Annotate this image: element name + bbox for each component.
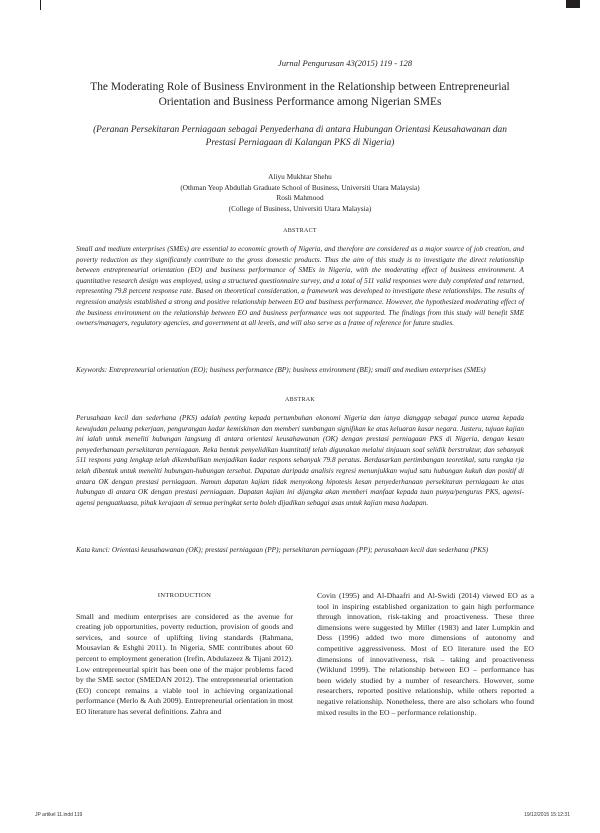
- crop-mark-left: [40, 0, 41, 10]
- footer-timestamp: 19/12/2015 15:12:31: [524, 812, 570, 818]
- intro-right-text: Covin (1995) and Al-Dhaafri and Al-Swidi (2014) viewed EO as a tool in inspiring established organization to gain high performance through innovation, risk-taking and proactiveness. These three dimensions were suggested by Miller (1983) and later Lumpkin and Dess (1996) added two more dimensions of autonomy and competitive aggressiveness. Most of EO literature used the EO dimensions of innovativeness, risk – taking and proactiveness (Wiklund 1999). The relationship between EO – performance has been widely studied by a number of researchers. However, some researchers, reported positive relationship, while others reported a negative relationship. Nonetheless, there are also scholars who found mixed results in the EO – performance relationship.: [317, 591, 534, 717]
- abstract-body: Small and medium enterprises (SMEs) are essential to economic growth of Nigeria, and therefore are considered as a major source of job creation, and poverty reduction as they significantly contribute to the gross domestic products. Thus the aim of this study is to investigate the direct relationship between entrepreneurial orientation (EO) and business performance of SMEs in Nigeria, with the moderating effect of business environment. A quantitative research design was employed, using a structured questionnaire survey, and a total of 511 valid responses were duly completed and returned, representing 79.8 percent response rate. Based on theoretical consideration, a framework was developed to investigate these relationships. The results of regression analysis established a strong and positive relationship between EO and business performance. However, the hypothesized moderating effect of the business environment on the relationship between EO and business performance was not supported. The findings from this study will benefit SME owners/managers, regulatory agencies, and government at all levels, and will also serve as a frame of reference for future studies.: [76, 245, 524, 328]
- author-affiliation: (College of Business, Universiti Utara Malaysia): [228, 203, 372, 213]
- intro-right-column: [317, 591, 534, 718]
- author-name: Aliyu Mukhtar Shehu: [268, 172, 332, 181]
- abstract-heading: ABSTRACT: [283, 228, 317, 234]
- introduction-heading: INTRODUCTION: [157, 592, 212, 599]
- abstrak-heading: ABSTRAK: [284, 397, 316, 403]
- abstract-keywords: Keywords: Entrepreneurial orientation (EO); business performance (BP); business environment (BE); small and medium enterprises (SMEs): [76, 366, 486, 374]
- author-name: Rosli Mahmood: [276, 193, 324, 203]
- paper-title: The Moderating Role of Business Environment in the Relationship between Entrepreneurial Orientation and Business Performance among Nigerian SMEs: [90, 81, 510, 108]
- abstrak-body: Perusahaan kecil dan sederhana (PKS) adalah penting kepada pertumbuhan ekonomi Nigeria dan ianya dianggap sebagai punca utama kepada kewujudan peluang pekerjaan, pengurangan kadar kemiskinan dan memberi sumbangan signifikan ke atas keluaran kasar negara. Justeru, tujuan kajian ini ialah untuk meneliti hubungan langsung di antara orientasi keusahawanan (OK) dengan prestasi perniagaan PKS di Nigeria, dengan kesan penyederhanaan persekitaran perniagaan. Reka bentuk penyelidikan kuantitatif telah digunakan melalui tinjauan soal selidik berstruktur, dan sebanyak 511 respons yang lengkap telah dikembalikan menjadikan kadar respons sebanyak 79.8 peratus. Berdasarkan pertimbangan teoretikal, satu rangka rja telah dibentuk untuk meneliti hubungan-hubungan tersebut. Dapatan daripada analisis regresi menunjukkan wujud satu hubungan kukuh dan positif di antara OK dengan prestasi perniagaan. Namun dapatan kajian tidak menyokong hipotesis kesan penyederhanaan persekitaran perniagaan ke atas hubungan di antara OK dengan prestasi perniagaan. Dapatan kajian ini dijangka akan memberi manfaat kepada tuan punya/pengurus PKS, agensi-agensi penguatkuasa, pihak kerajaan di semua peringkat serta boleh dijadikan sebagai asas untuk kajian masa hadapan.: [76, 414, 524, 507]
- footer-file-info: JP artikel 11.indd 119: [35, 812, 83, 818]
- paper-subtitle-malay: (Peranan Persekitaran Perniagaan sebagai Penyederhana di antara Hubungan Orientasi Keusahawanan dan Prestasi Perniagaan di Kalangan PKS di Nigeria): [93, 125, 507, 148]
- author-block: [60, 172, 540, 214]
- author-affiliation: (Othman Yeop Abdullah Graduate School of Business, Universiti Utara Malaysia): [180, 182, 420, 192]
- abstrak-keywords: Kata kunci: Orientasi keusahawanan (OK); prestasi perniagaan (PP); persekitaran perniagaan (PP); perusahaan kecil dan sederhana (PKS): [76, 546, 489, 554]
- crop-mark-right: [566, 0, 580, 8]
- intro-left-column: [76, 591, 293, 718]
- journal-citation: Jurnal Pengurusan 43(2015) 119 - 128: [277, 58, 413, 68]
- intro-left-text: Small and medium enterprises are considered as the avenue for creating job opportunities, poverty reduction, provision of goods and services, and source of uplifting living standards (Rahmana, Mousavian & Eshghi 2011). In Nigeria, SME contributes about 60 percent to employment generation (Irefin, Abdulazeez & Tijani 2012). Low entrepreneurial spirit has been one of the major problems faced by the SME sector (SMEDAN 2012). The entrepreneurial orientation (EO) concept remains a viable tool in achieving organizational performance (Merlo & Auh 2009). Entrepreneurial orientation in most EO literature has several definitions. Zahra and: [76, 611, 293, 716]
